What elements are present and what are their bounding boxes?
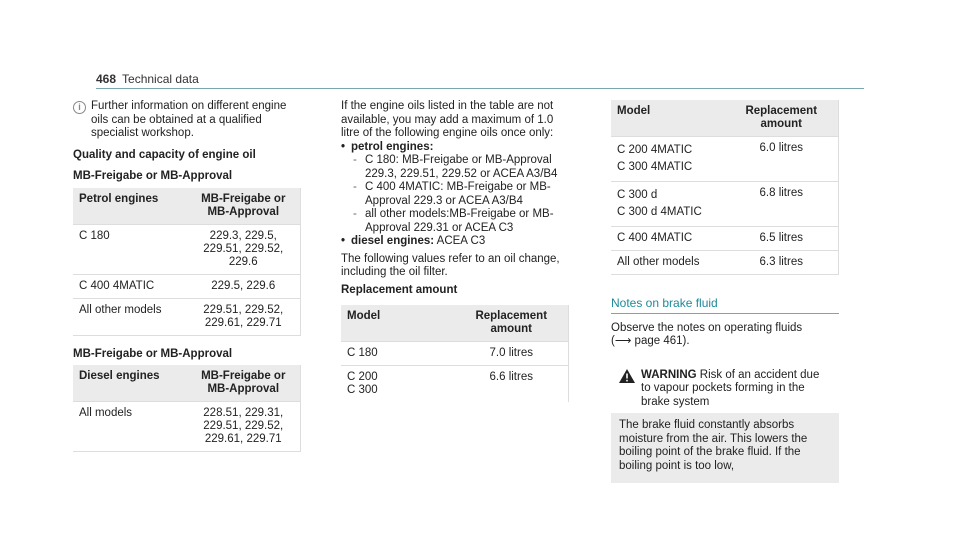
page-title: Technical data bbox=[122, 72, 199, 86]
info-note-text: Further information on different engine oils can be obtained at a qualified specialist workshop. bbox=[91, 100, 287, 139]
table-cell: C 200 4MATIC C 300 4MATIC bbox=[617, 144, 693, 173]
replacement-table-1 bbox=[341, 305, 569, 402]
page-number: 468 bbox=[96, 72, 117, 86]
table-header-row bbox=[341, 305, 568, 342]
table-row bbox=[611, 251, 838, 275]
diesel-value: ACEA C3 bbox=[436, 235, 486, 247]
petrol-sublist bbox=[351, 154, 569, 235]
table-header-row bbox=[73, 365, 300, 402]
warning-label: WARNING bbox=[641, 368, 697, 381]
info-note bbox=[73, 100, 301, 141]
list-item: - C 400 4MATIC: MB-Freigabe or MB-Approval 229.3 or ACEA A3/B4 bbox=[351, 181, 569, 208]
diesel-approval-table bbox=[73, 365, 301, 452]
table-cell: 7.0 litres bbox=[489, 347, 533, 359]
arrow-right-icon: ⟶ bbox=[614, 335, 632, 347]
section-heading: Quality and capacity of engine oil bbox=[73, 148, 256, 161]
table-header: Model bbox=[341, 305, 455, 342]
table-row bbox=[611, 227, 838, 251]
table-header-row bbox=[73, 188, 300, 225]
table-header: Petrol engines bbox=[73, 188, 187, 225]
warning-box bbox=[611, 361, 839, 484]
table-row bbox=[73, 274, 300, 298]
petrol-approval-table bbox=[73, 188, 301, 336]
table-header-row bbox=[611, 100, 838, 137]
table-row bbox=[611, 137, 838, 182]
table-cell: 6.6 litres bbox=[489, 371, 533, 383]
section-title: Notes on brake fluid bbox=[611, 296, 718, 310]
column-2 bbox=[341, 100, 569, 402]
table-header: Diesel engines bbox=[73, 365, 187, 402]
table-cell: C 180 bbox=[347, 347, 378, 359]
table-cell: C 400 4MATIC bbox=[79, 279, 155, 292]
column-3 bbox=[611, 100, 839, 483]
header-rule bbox=[96, 88, 864, 89]
brake-fluid-section bbox=[611, 297, 839, 483]
table-header: Replacement amount bbox=[455, 305, 569, 342]
table-cell: C 180 bbox=[79, 229, 110, 242]
table-cell: 229.51, 229.52, 229.61, 229.71 bbox=[203, 303, 284, 329]
table-cell: 229.5, 229.6 bbox=[211, 279, 276, 292]
engine-list bbox=[341, 141, 569, 249]
observe-paragraph bbox=[611, 322, 839, 349]
warning-title bbox=[641, 369, 831, 410]
oil-change-paragraph: The following values refer to an oil change, including the oil filter. bbox=[341, 252, 560, 278]
replacement-heading: Replacement amount bbox=[341, 283, 458, 296]
table-cell: C 300 d C 300 d 4MATIC bbox=[617, 189, 702, 218]
table-cell: All other models bbox=[617, 256, 700, 268]
warning-header bbox=[611, 361, 839, 414]
list-item: - all other models:MB-Freigabe or MB-Approval 229.31 or ACEA C3 bbox=[351, 208, 569, 235]
table-cell: All other models bbox=[79, 303, 162, 316]
section-rule bbox=[611, 313, 839, 314]
list-item bbox=[341, 141, 569, 236]
table-row bbox=[341, 342, 568, 366]
list-item: - C 180: MB-Freigabe or MB-Approval 229.3, 229.51, 229.52 or ACEA A3/B4 bbox=[351, 154, 569, 181]
observe-text: Observe the notes on operating fluids bbox=[611, 321, 803, 334]
table-row bbox=[73, 402, 300, 452]
table-header: MB-Freigabe or MB-Approval bbox=[187, 365, 301, 402]
table-row bbox=[73, 224, 300, 274]
list-item bbox=[341, 235, 569, 249]
info-icon: i bbox=[73, 101, 86, 114]
table-cell: C 200 C 300 bbox=[347, 371, 378, 396]
warning-triangle-icon bbox=[619, 369, 635, 383]
table-cell: 229.3, 229.5, 229.51, 229.52, 229.6 bbox=[203, 229, 284, 268]
table-row bbox=[611, 182, 838, 227]
table-cell: 6.8 litres bbox=[759, 187, 803, 199]
table-cell: 6.5 litres bbox=[759, 232, 803, 244]
replacement-table-2 bbox=[611, 100, 839, 275]
table-header: MB-Freigabe or MB-Approval bbox=[187, 188, 301, 225]
table-header: Model bbox=[611, 100, 725, 137]
subheading-petrol: MB-Freigabe or MB-Approval bbox=[73, 170, 233, 182]
table-cell: C 400 4MATIC bbox=[617, 232, 693, 244]
table-cell: 6.3 litres bbox=[759, 256, 803, 268]
table-row bbox=[73, 298, 300, 335]
page-header bbox=[96, 72, 199, 86]
subheading-diesel: MB-Freigabe or MB-Approval bbox=[73, 347, 233, 360]
petrol-label: petrol engines: bbox=[351, 140, 434, 153]
table-cell: All models bbox=[79, 407, 133, 419]
table-cell: 228.51, 229.31, 229.51, 229.52, 229.61, 229.71 bbox=[203, 407, 284, 445]
diesel-label: diesel engines: bbox=[351, 235, 435, 247]
table-row bbox=[341, 366, 568, 403]
column-1 bbox=[73, 100, 301, 452]
warning-body: The brake fluid constantly absorbs moisture from the air. This lowers the boiling point of the brake fluid. If the boiling point is too low, bbox=[611, 413, 839, 483]
open-paren: ( bbox=[611, 335, 615, 347]
table-cell: 6.0 litres bbox=[759, 142, 803, 154]
intro-paragraph: If the engine oils listed in the table are not available, you may add a maximum of 1.0 litre of the following engine oils once only: bbox=[341, 100, 554, 139]
page-reference-link[interactable]: page 461). bbox=[634, 335, 690, 347]
warning-text: Risk of an accident due to vapour pockets forming in the brake system bbox=[641, 368, 820, 408]
table-header: Replacement amount bbox=[725, 100, 839, 137]
